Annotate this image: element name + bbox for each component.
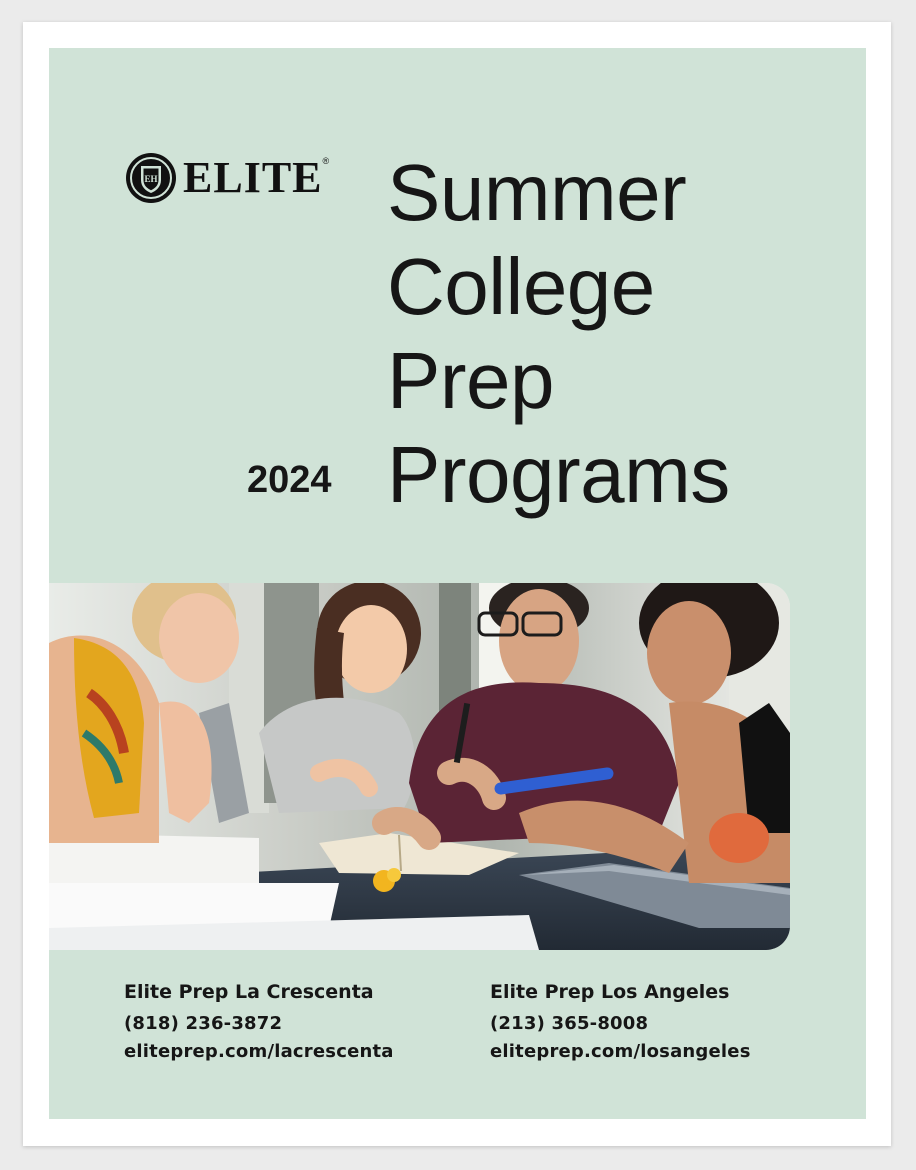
title-line: Programs [387,430,730,519]
location-phone[interactable]: (818) 236-3872 [124,1013,283,1034]
photo-illustration [49,583,790,950]
location-los-angeles [490,978,751,1066]
crest-icon [125,152,177,204]
elite-logo [125,150,355,206]
brochure-cover [49,48,866,1119]
location-url[interactable]: eliteprep.com/losangeles [490,1041,751,1062]
cover-title [387,146,730,522]
location-phone[interactable]: (213) 365-8008 [490,1013,649,1034]
title-line: Summer [387,148,687,237]
title-line: Prep [387,336,554,425]
location-url[interactable]: eliteprep.com/lacrescenta [124,1041,394,1062]
title-line: College [387,242,655,331]
registered-mark: ® [322,156,330,166]
location-name: Elite Prep La Crescenta [124,981,374,1003]
program-year: 2024 [247,459,332,501]
location-la-crescenta [124,978,394,1066]
logo-wordmark: ELITE [183,153,323,202]
location-name: Elite Prep Los Angeles [490,981,730,1003]
crest-text: EH [144,174,158,184]
students-studying-photo [49,583,790,950]
